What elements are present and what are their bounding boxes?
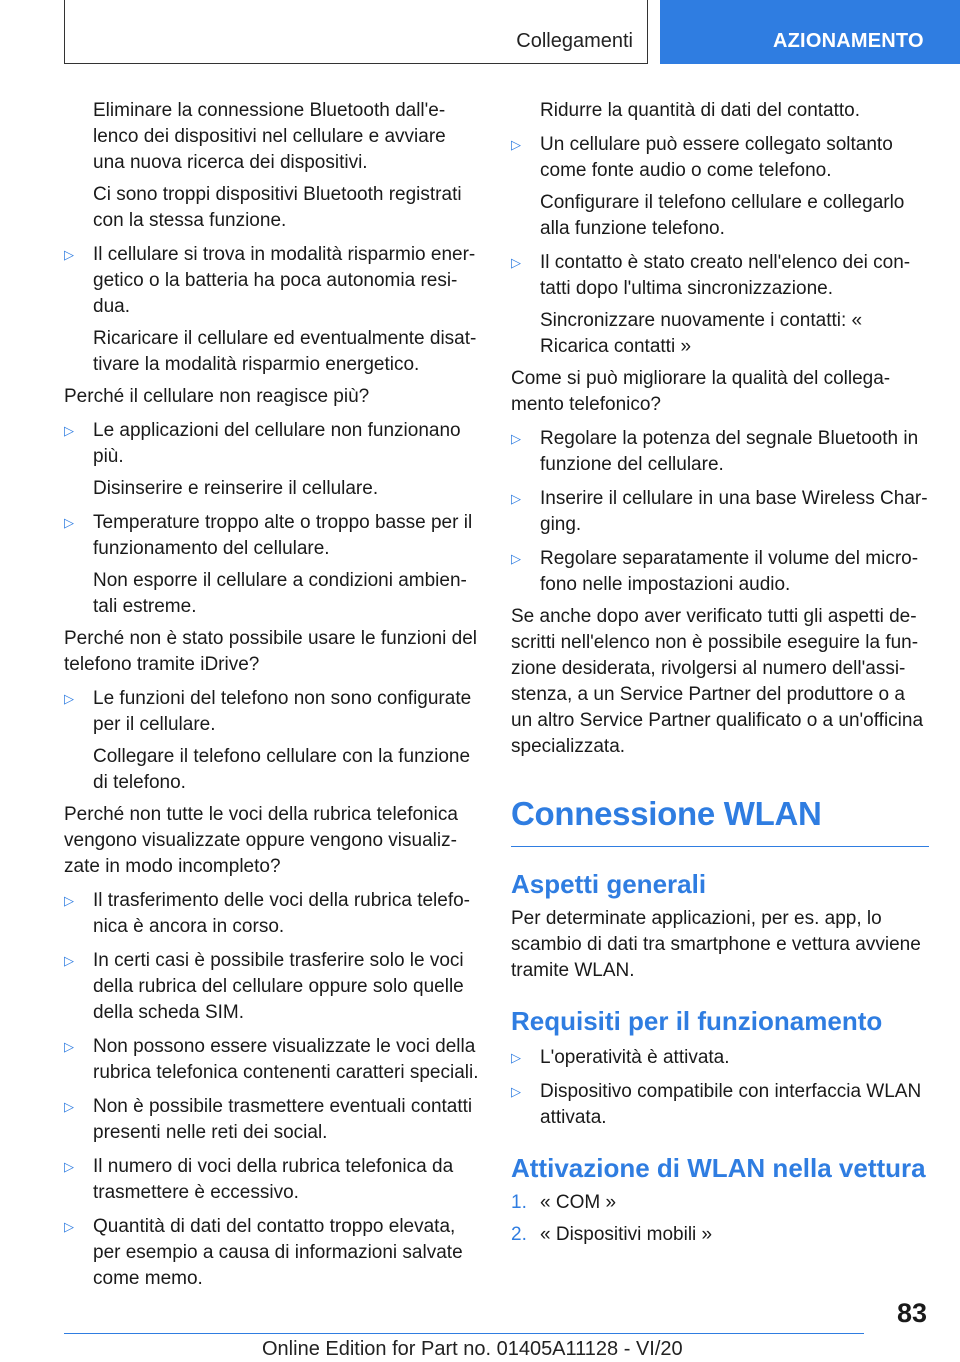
indented-paragraph: Eliminare la connessione Bluetooth dall'e‐ lenco dei dispositivi nel cellulare e avviare una nuova ricerca dei dispositivi. bbox=[93, 100, 446, 173]
bullet-marker-icon: ▷ bbox=[64, 1219, 74, 1234]
indented-paragraph: Disinserire e reinserire il cellulare. bbox=[93, 478, 379, 499]
bullet-marker-icon: ▷ bbox=[511, 255, 521, 270]
subsection-heading: Requisiti per il funzionamento bbox=[511, 1006, 883, 1036]
bullet-marker-icon: ▷ bbox=[511, 1050, 521, 1065]
paragraph: Se anche dopo aver verificato tutti gli aspetti de‐ scritti nell'elenco non è possibile eseguire la fun‐ zione desiderata, rivolgersi al numero dell'assi‐ stenza, a un Service Partner del produttore o a un altro Service Partner qualificato o a un'officina specializzata. bbox=[511, 606, 924, 757]
bullet-marker-icon: ▷ bbox=[64, 423, 74, 438]
bullet-item bbox=[511, 1079, 929, 1131]
item-text: Un cellulare può essere collegato soltanto come fonte audio o come telefono. bbox=[540, 134, 893, 181]
bullet-marker-icon: ▷ bbox=[511, 137, 521, 152]
bullet-marker-icon: ▷ bbox=[64, 247, 74, 262]
step-number: 1. bbox=[511, 1192, 527, 1213]
section-heading: Connessione WLAN bbox=[511, 794, 929, 847]
item-text: Regolare la potenza del segnale Bluetooth in funzione del cellulare. bbox=[540, 428, 919, 475]
bullet-item bbox=[64, 510, 482, 562]
bullet-item bbox=[64, 1094, 482, 1146]
bullet-marker-icon: ▷ bbox=[511, 1084, 521, 1099]
bullet-marker-icon: ▷ bbox=[64, 691, 74, 706]
bullet-item bbox=[511, 486, 929, 538]
bullet-marker-icon: ▷ bbox=[64, 1159, 74, 1174]
page-number: 83 bbox=[896, 1298, 927, 1328]
bullet-marker-icon: ▷ bbox=[511, 551, 521, 566]
bullet-item bbox=[64, 948, 482, 1026]
indented-paragraph: Non esporre il cellulare a condizioni ambien‐ tali estreme. bbox=[93, 570, 467, 617]
item-text: In certi casi è possibile trasferire solo le voci della rubrica del cellulare oppure solo quelle della scheda SIM. bbox=[93, 950, 464, 1023]
item-text: Non è possibile trasmettere eventuali contatti presenti nelle reti dei social. bbox=[93, 1096, 473, 1143]
paragraph: Come si può migliorare la qualità del collega‐ mento telefonico? bbox=[511, 368, 891, 415]
paragraph: Perché il cellulare non reagisce più? bbox=[64, 386, 370, 407]
step-number: 2. bbox=[511, 1224, 527, 1245]
header-section-title: Collegamenti bbox=[516, 30, 633, 52]
right-column bbox=[511, 98, 929, 1254]
left-column bbox=[64, 98, 482, 1298]
indented-paragraph: Ci sono troppi dispositivi Bluetooth registrati con la stessa funzione. bbox=[93, 184, 462, 231]
indented-paragraph: Ricaricare il cellulare ed eventualmente disat‐ tivare la modalità risparmio energetico. bbox=[93, 328, 477, 375]
item-text: Inserire il cellulare in una base Wireless Char‐ ging. bbox=[540, 488, 928, 535]
item-text: Le applicazioni del cellulare non funzionano più. bbox=[93, 420, 461, 467]
bullet-item bbox=[64, 242, 482, 320]
item-text: L'operatività è attivata. bbox=[540, 1047, 730, 1068]
bullet-marker-icon: ▷ bbox=[64, 953, 74, 968]
subsection-heading: Attivazione di WLAN nella vettura bbox=[511, 1153, 926, 1183]
item-text: « Dispositivi mobili » bbox=[540, 1224, 713, 1245]
item-text: Il numero di voci della rubrica telefonica da trasmettere è eccessivo. bbox=[93, 1156, 454, 1203]
bullet-marker-icon: ▷ bbox=[64, 515, 74, 530]
item-text: Temperature troppo alte o troppo basse per il funzionamento del cellulare. bbox=[93, 512, 473, 559]
bullet-marker-icon: ▷ bbox=[64, 1039, 74, 1054]
footer-divider bbox=[64, 1333, 864, 1334]
item-text: Quantità di dati del contatto troppo elevata, per esempio a causa di informazioni salvate come memo. bbox=[93, 1216, 463, 1289]
item-text: Il contatto è stato creato nell'elenco dei con‐ tatti dopo l'ultima sincronizzazione. bbox=[540, 252, 911, 299]
subsection-heading: Aspetti generali bbox=[511, 869, 707, 899]
item-text: Dispositivo compatibile con interfaccia WLAN attivata. bbox=[540, 1081, 922, 1128]
indented-paragraph: Ridurre la quantità di dati del contatto. bbox=[540, 100, 861, 121]
paragraph: Perché non è stato possibile usare le funzioni del telefono tramite iDrive? bbox=[64, 628, 477, 675]
item-text: Regolare separatamente il volume del micro‐ fono nelle impostazioni audio. bbox=[540, 548, 919, 595]
bullet-item bbox=[64, 1154, 482, 1206]
indented-paragraph: Configurare il telefono cellulare e collegarlo alla funzione telefono. bbox=[540, 192, 905, 239]
bullet-item bbox=[511, 250, 929, 302]
bullet-item bbox=[511, 132, 929, 184]
bullet-marker-icon: ▷ bbox=[64, 1099, 74, 1114]
numbered-step bbox=[511, 1222, 929, 1248]
bullet-marker-icon: ▷ bbox=[511, 491, 521, 506]
footer-edition: Online Edition for Part no. 01405A11128 - VI/20 bbox=[262, 1338, 683, 1360]
item-text: Il trasferimento delle voci della rubrica telefo‐ nica è ancora in corso. bbox=[93, 890, 471, 937]
item-text: Il cellulare si trova in modalità risparmio ener‐ getico o la batteria ha poca autonomia resi‐ dua. bbox=[93, 244, 476, 317]
bullet-marker-icon: ▷ bbox=[64, 893, 74, 908]
header-chapter-tab bbox=[660, 0, 960, 64]
header-chapter-title: AZIONAMENTO bbox=[773, 30, 924, 52]
bullet-item bbox=[64, 686, 482, 738]
bullet-item bbox=[64, 1214, 482, 1292]
bullet-item bbox=[511, 1045, 929, 1071]
item-text: « COM » bbox=[540, 1192, 617, 1213]
bullet-item bbox=[64, 418, 482, 470]
header-section-tab bbox=[64, 0, 648, 64]
bullet-marker-icon: ▷ bbox=[511, 431, 521, 446]
paragraph: Per determinate applicazioni, per es. app, lo scambio di dati tra smartphone e vettura avviene tramite WLAN. bbox=[511, 908, 921, 981]
numbered-step bbox=[511, 1190, 929, 1216]
indented-paragraph: Sincronizzare nuovamente i contatti: « Ricarica contatti » bbox=[540, 310, 863, 357]
bullet-item bbox=[64, 1034, 482, 1086]
bullet-item bbox=[511, 546, 929, 598]
bullet-item bbox=[64, 888, 482, 940]
paragraph: Perché non tutte le voci della rubrica telefonica vengono visualizzate oppure vengono visualiz‐ zate in modo incompleto? bbox=[64, 804, 458, 877]
item-text: Non possono essere visualizzate le voci della rubrica telefonica contenenti caratteri speciali. bbox=[93, 1036, 479, 1083]
indented-paragraph: Collegare il telefono cellulare con la funzione di telefono. bbox=[93, 746, 471, 793]
item-text: Le funzioni del telefono non sono configurate per il cellulare. bbox=[93, 688, 472, 735]
bullet-item bbox=[511, 426, 929, 478]
